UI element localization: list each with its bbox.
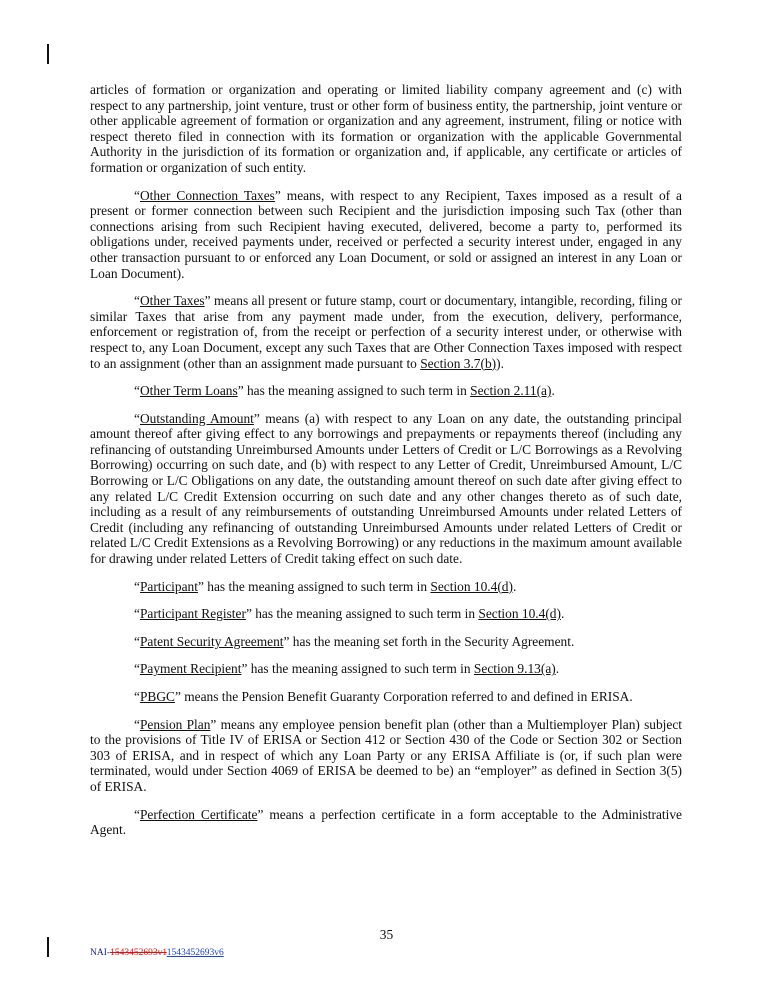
defined-term: Payment Recipient — [139, 661, 242, 677]
defined-term: Participant Register — [139, 606, 246, 622]
page-number: 35 — [379, 927, 394, 942]
section-reference: Section 3.7(b) — [420, 355, 497, 371]
section-reference: Section 10.4(d) — [478, 606, 561, 622]
section-reference: Section 10.4(d) — [430, 578, 513, 594]
doc-id-prefix: NAI- — [90, 948, 111, 958]
section-reference: Section 2.11(a) — [470, 383, 552, 399]
defined-term: Other Term Loans — [139, 383, 238, 399]
definition-pension-plan: “Pension Plan” means any employee pension benefit plan (other than a Multiemployer Plan) subject to the provisions of Title IV of ERISA or Section 412 or Section 430 of the Code or Section 302 or Section 303 of ERISA, and in respect of which any Loan Party or any ERISA Affiliate is (or, if such plan were terminated, would under Section 4069 of ERISA be deemed to be) an “employer” as defined in Section 3(5) of ERISA. — [90, 716, 682, 794]
defined-term: Perfection Certificate — [139, 806, 258, 822]
definition-pbgc: “PBGC” means the Pension Benefit Guaranty Corporation referred to and defined in ERISA. — [134, 689, 633, 704]
defined-term: Patent Security Agreement — [139, 633, 284, 649]
definition-outstanding-amount: “Outstanding Amount” means (a) with respect to any Loan on any date, the outstanding principal amount thereof after giving effect to any borrowings and prepayments or repayments thereof (including any refinancing of outstanding Unreimbursed Amounts under Letters of Credit or L/C Borrowings as a Revolving Borrowing) occurring on such date, and (b) with respect to any Letter of Credit, Unreimbursed Amount, L/C Borrowing or L/C Obligations on any date, the outstanding amount thereof on such date after giving effect to any related L/C Credit Extension occurring on such date and any other changes thereto as of such date, including as a result of any reimbursements of outstanding Unreimbursed Amounts under related Letters of Credit (including any refinancing of outstanding Unreimbursed Amounts under related Letters of Credit or related L/C Credit Extensions as a Revolving Borrowing) or any reductions in the maximum amount available for drawing under related Letters of Credit taking effect on such date. — [90, 410, 683, 567]
document-body — [90, 82, 682, 850]
definition-perfection-certificate: “Perfection Certificate” means a perfection certificate in a form acceptable to the Administrative Agent. — [90, 806, 682, 838]
definition-patent-security-agreement: “Patent Security Agreement” has the meaning set forth in the Security Agreement. — [134, 633, 575, 649]
document-id — [90, 946, 224, 962]
definition-other-term-loans: “Other Term Loans” has the meaning assigned to such term in Section 2.11(a). — [134, 383, 555, 399]
defined-term: Participant — [139, 578, 198, 594]
paragraph-continuation: articles of formation or organization and operating or limited liability company agreement and (c) with respect to any partnership, joint venture, trust or other form of business entity, the partnership, joint venture or other applicable agreement of formation or organization and any agreement, instrument, filing or notice with respect thereto filed in connection with its formation or organization with the applicable Governmental Authority in the jurisdiction of its formation or organization and, if applicable, any certificate or articles of formation or organization of such entity. — [90, 82, 682, 175]
definition-payment-recipient: “Payment Recipient” has the meaning assigned to such term in Section 9.13(a). — [134, 661, 560, 677]
defined-term: PBGC — [139, 689, 175, 704]
section-reference: Section 9.13(a) — [473, 661, 556, 677]
defined-term: Other Taxes — [139, 293, 205, 309]
definition-other-taxes: “Other Taxes” means all present or future stamp, court or documentary, intangible, recording, filing or similar Taxes that arise from any payment made under, from the execution, delivery, performance, enforcement or registration of, from the receipt or perfection of a security interest under, or otherwise with respect to, any Loan Document, except any such Taxes that are Other Connection Taxes imposed with respect to an assignment (other than an assignment made pursuant to Section 3.7(b)). — [90, 293, 682, 371]
defined-term: Pension Plan — [139, 716, 211, 732]
doc-id-deleted: 1543452693v1 — [110, 948, 167, 958]
definition-other-connection-taxes: “Other Connection Taxes” means, with respect to any Recipient, Taxes imposed as a result of a present or former connection between such Recipient and the jurisdiction imposing such Tax (other than connections arising from such Recipient having executed, delivered, become a party to, performed its obligations under, received payments under, received or perfected a security interest under, engaged in any other transaction pursuant to or enforced any Loan Document, or sold or assigned an interest in any Loan or Loan Document). — [90, 187, 682, 281]
defined-term: Other Connection Taxes — [139, 187, 275, 203]
definition-participant-register: “Participant Register” has the meaning assigned to such term in Section 10.4(d). — [134, 606, 565, 622]
definition-participant: “Participant” has the meaning assigned to such term in Section 10.4(d). — [134, 578, 517, 594]
doc-id-inserted: 1543452693v6 — [166, 948, 224, 958]
change-bar-top — [47, 44, 49, 64]
defined-term: Outstanding Amount — [139, 410, 254, 426]
